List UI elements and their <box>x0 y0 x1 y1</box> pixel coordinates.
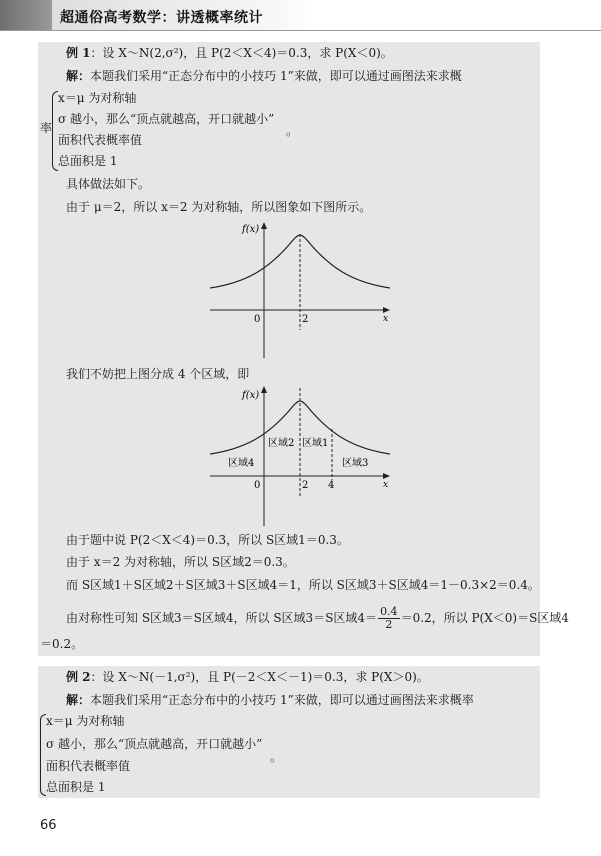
y-axis-arrow <box>261 386 267 393</box>
tip-1: x＝μ 为对称轴 <box>58 91 137 105</box>
region-1-label: 区域1 <box>302 438 329 449</box>
page-number: 66 <box>40 818 57 833</box>
region-3-label: 区域3 <box>342 458 369 469</box>
example-2-label: 例 2 <box>66 670 91 684</box>
region-4-label: 区域4 <box>228 458 255 469</box>
example-1-question <box>66 46 393 61</box>
step-2-line: 我们不妨把上图分成 4 个区域，即 <box>66 367 250 381</box>
x-label: x <box>383 314 389 324</box>
conclusion-4-post: ＝0.2，所以 P(X＜0)＝S区域4 <box>400 611 569 625</box>
conclusion-3: 而 S区域1＋S区域2＋S区域3＋S区域4＝1，所以 S区域3＋S区域4＝1－0.3×2＝0.4。 <box>66 578 540 592</box>
header-dark-block <box>0 0 52 30</box>
tip-2: σ 越小，那么“顶点就越高，开口就越小” <box>46 737 263 751</box>
solution-intro: 本题我们采用“正态分布中的小技巧 1”来做，即可以通过画图法来求概 <box>90 69 462 83</box>
origin-label: 0 <box>254 314 261 325</box>
tick-2-label: 2 <box>302 314 309 325</box>
y-axis-arrow <box>261 222 267 229</box>
solution-label: 解： <box>66 69 91 83</box>
y-label: f(x) <box>242 390 260 401</box>
region-2-label: 区域2 <box>268 438 295 449</box>
tick-2-label: 2 <box>302 480 309 491</box>
tip-3: 面积代表概率值 <box>58 133 143 147</box>
example-1-solution <box>66 69 462 84</box>
example-1-question-text: ：设 X～N(2,σ²)，且 P(2＜X＜4)＝0.3，求 P(X＜0)。 <box>90 46 393 60</box>
region-graph <box>200 382 400 528</box>
book-title: 超通俗高考数学：讲透概率统计 <box>60 10 263 26</box>
side-char: 率 <box>40 121 53 135</box>
solution-intro: 本题我们采用“正态分布中的小技巧 1”来做，即可以通过画图法来求概率 <box>90 693 474 707</box>
header-rule <box>0 30 601 31</box>
origin-label: 0 <box>254 480 261 491</box>
tip-2: σ 越小，那么“顶点就越高，开口就越小” <box>58 112 275 126</box>
conclusion-5: ＝0.2。 <box>40 637 84 651</box>
conclusion-1: 由于题中说 P(2＜X＜4)＝0.3，所以 S区域1＝0.3。 <box>66 533 349 547</box>
fraction-denominator: 2 <box>385 618 393 631</box>
example-2-box <box>38 666 540 798</box>
fraction-numerator: 0.4 <box>380 605 398 618</box>
example-2-solution <box>66 693 474 708</box>
method-line: 具体做法如下。 <box>66 177 151 191</box>
example-1-label: 例 1 <box>66 46 91 60</box>
tip-4: 总面积是 1 <box>46 780 106 794</box>
tip-1: x＝μ 为对称轴 <box>46 714 125 728</box>
tip-4: 总面积是 1 <box>58 154 118 168</box>
conclusion-2: 由于 x＝2 为对称轴，所以 S区域2＝0.3。 <box>66 555 295 569</box>
tick-4-label: 4 <box>328 480 335 491</box>
tip-3: 面积代表概率值 <box>46 759 131 773</box>
example-2-question-text: ：设 X～N(－1,σ²)，且 P(－2＜X＜－1)＝0.3，求 P(X＞0)。 <box>90 670 429 684</box>
tips-dot: 。 <box>270 750 283 764</box>
x-axis-arrow <box>383 473 390 479</box>
conclusion-4 <box>66 606 569 631</box>
header-bar <box>0 0 601 30</box>
example-2-question <box>66 670 429 685</box>
y-label: f(x) <box>242 224 260 235</box>
solution-label: 解： <box>66 693 91 707</box>
conclusion-4-pre: 由对称性可知 S区域3＝S区域4，所以 S区域3＝S区域4＝ <box>66 611 378 625</box>
normal-curve-graph <box>200 218 400 360</box>
x-axis-arrow <box>383 307 390 313</box>
fraction <box>378 606 400 631</box>
x-label: x <box>383 480 389 490</box>
tips-dot: 。 <box>286 124 299 138</box>
step-1-line: 由于 μ＝2，所以 x＝2 为对称轴，所以图象如下图所示。 <box>66 200 372 214</box>
